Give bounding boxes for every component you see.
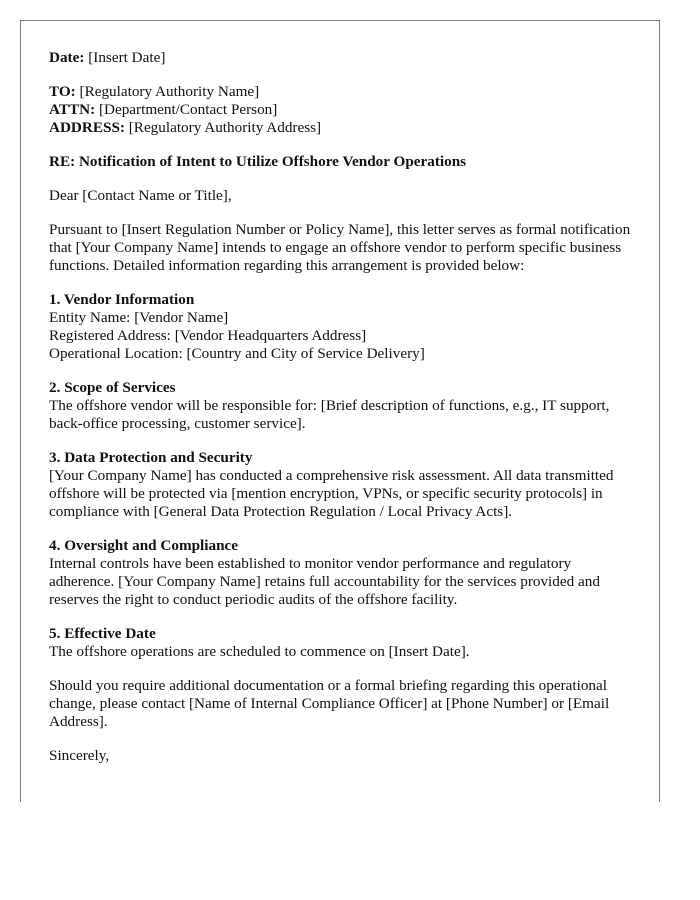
section-body: The offshore operations are scheduled to commence on [Insert Date]. [49, 643, 470, 660]
date-label: Date: [49, 49, 85, 66]
signoff: Sincerely, [49, 747, 110, 764]
section-data-protection [49, 449, 639, 521]
section-heading: 4. Oversight and Compliance [49, 537, 239, 554]
address-line [49, 119, 639, 137]
to-value: [Regulatory Authority Name] [79, 83, 260, 100]
subject-text: RE: Notification of Intent to Utilize Offshore Vendor Operations [49, 153, 467, 170]
section-oversight-compliance [49, 537, 639, 609]
vendor-registered-address: Registered Address: [Vendor Headquarters Address] [49, 327, 367, 344]
section-vendor-information [49, 291, 639, 363]
section-heading: 1. Vendor Information [49, 291, 195, 308]
section-body: Internal controls have been established to monitor vendor performance and regulatory adherence. [Your Company Name] retains full accountability for the services provided and reserves the right to conduct periodic audits of the offshore facility. [49, 555, 600, 608]
vendor-operational-location: Operational Location: [Country and City of Service Delivery] [49, 345, 425, 362]
to-label: TO: [49, 83, 76, 100]
intro-paragraph: Pursuant to [Insert Regulation Number or Policy Name], this letter serves as formal notification that [Your Company Name] intends to engage an offshore vendor to perform specific business functions. Detailed information regarding this arrangement is provided below: [49, 221, 631, 274]
section-heading: 3. Data Protection and Security [49, 449, 253, 466]
section-body: The offshore vendor will be responsible for: [Brief description of functions, e.g., IT support, back-office processing, customer service]. [49, 397, 610, 432]
closing-paragraph: Should you require additional documentation or a formal briefing regarding this operational change, please contact [Name of Internal Compliance Officer] at [Phone Number] or [Email Address]. [49, 677, 610, 730]
to-line [49, 83, 639, 101]
attn-line [49, 101, 639, 119]
subject-line [49, 153, 639, 171]
section-heading: 5. Effective Date [49, 625, 156, 642]
recipient-block [49, 83, 639, 137]
letter-body [49, 49, 639, 781]
attn-label: ATTN: [49, 101, 96, 118]
letter-page [20, 20, 660, 802]
address-value: [Regulatory Authority Address] [128, 119, 322, 136]
vendor-entity-name: Entity Name: [Vendor Name] [49, 309, 229, 326]
section-heading: 2. Scope of Services [49, 379, 176, 396]
salutation: Dear [Contact Name or Title], [49, 187, 232, 204]
section-body: [Your Company Name] has conducted a comprehensive risk assessment. All data transmitted offshore will be protected via [mention encryption, VPNs, or specific security protocols] in compliance with [General Data Protection Regulation / Local Privacy Acts]. [49, 467, 614, 520]
section-effective-date [49, 625, 639, 661]
section-scope-of-services [49, 379, 639, 433]
attn-value: [Department/Contact Person] [98, 101, 278, 118]
date-value: [Insert Date] [88, 49, 166, 66]
date-line [49, 49, 639, 67]
address-label: ADDRESS: [49, 119, 125, 136]
